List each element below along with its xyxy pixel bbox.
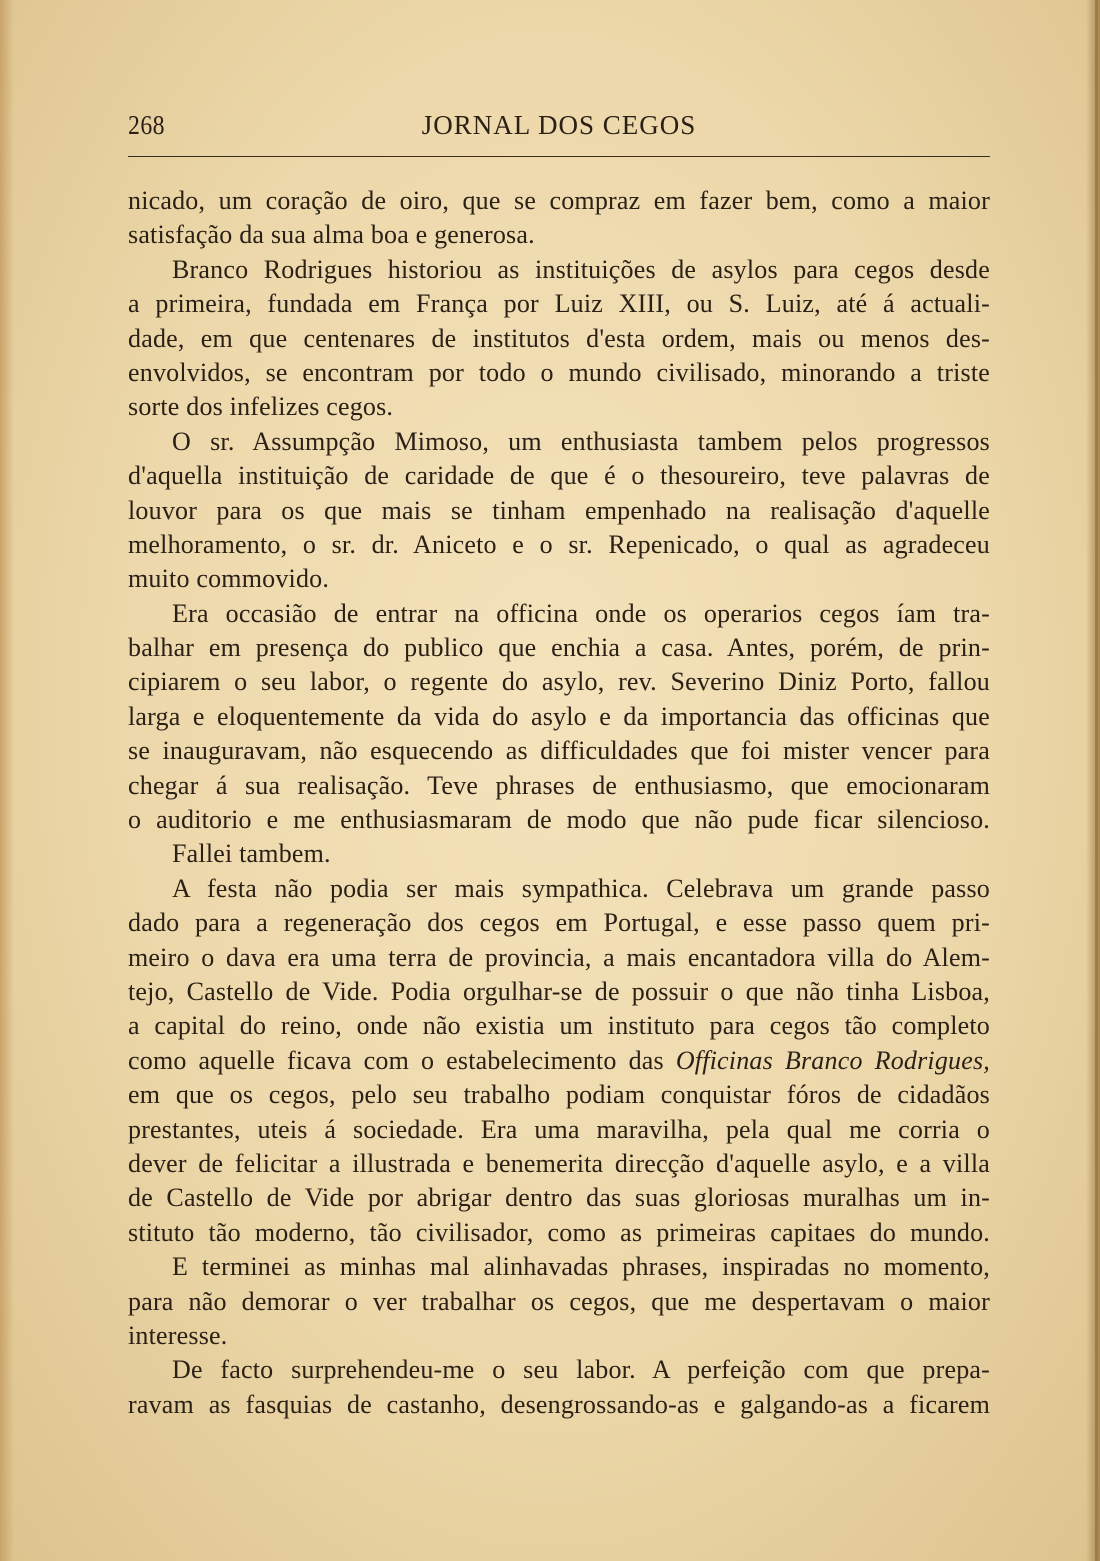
text-line: envolvidos, se encontram por todo o mundo civilisado, minorando a triste (128, 357, 990, 387)
page-edge-right-line (1095, 0, 1098, 1561)
text-line: O sr. Assumpção Mimoso, um enthusiasta tambem pelos progressos (172, 426, 990, 456)
text-line: stituto tão moderno, tão civilisador, como as primeiras capitaes do mundo. (128, 1217, 990, 1247)
body-text (128, 184, 990, 1422)
text-line: sorte dos infelizes cegos. (128, 392, 394, 422)
text-line: larga e eloquentemente da vida do asylo e da importancia das officinas que (128, 701, 990, 731)
text-line: satisfação da sua alma boa e generosa. (128, 220, 535, 250)
text-line: de Castello de Vide por abrigar dentro das suas gloriosas muralhas um in- (128, 1183, 990, 1213)
text-line: cipiarem o seu labor, o regente do asylo, rev. Severino Diniz Porto, fallou (128, 667, 990, 697)
text-line: dado para a regeneração dos cegos em Portugal, e esse passo quem pri- (128, 908, 990, 938)
text-line: em que os cegos, pelo seu trabalho podiam conquistar fóros de cidadãos (128, 1080, 990, 1110)
text-line: louvor para os que mais se tinham empenhado na realisação d'aquelle (128, 495, 990, 525)
text-line: De facto surprehendeu-me o seu labor. A perfeição com que prepa- (172, 1355, 990, 1385)
italic-title: Officinas Branco Rodrigues, (675, 1045, 990, 1075)
text-line: interesse. (128, 1320, 228, 1350)
text-line: A festa não podia ser mais sympathica. Celebrava um grande passo (172, 873, 990, 903)
text-line: nicado, um coração de oiro, que se compraz em fazer bem, como a maior (128, 186, 990, 215)
page-number: 268 (128, 110, 165, 140)
text-line: d'aquella instituição de caridade de que é o thesoureiro, teve palavras de (128, 461, 990, 491)
text-line: prestantes, uteis á sociedade. Era uma maravilha, pela qual me corria o (128, 1114, 990, 1144)
text-line: meiro o dava era uma terra de provincia, a mais encantadora villa do Alem- (128, 942, 990, 972)
text-line: muito commovido. (128, 564, 330, 594)
page-edge-left (0, 0, 14, 1561)
text-line: para não demorar o ver trabalhar os cegos, que me despertavam o maior (128, 1286, 990, 1316)
page-header (128, 110, 990, 150)
header-rule (128, 156, 990, 157)
text-segment: como aquelle ficava com o estabelecimento das (128, 1045, 664, 1075)
text-line: a primeira, fundada em França por Luiz XIII, ou S. Luiz, até á actuali- (128, 289, 990, 319)
text-line: Era occasião de entrar na officina onde os operarios cegos íam tra- (172, 598, 990, 628)
text-line: dever de felicitar a illustrada e benemerita direcção d'aquelle asylo, e a villa (128, 1148, 990, 1178)
text-line: balhar em presença do publico que enchia a casa. Antes, porém, de prin- (128, 633, 990, 663)
text-line: melhoramento, o sr. dr. Aniceto e o sr. Repenicado, o qual as agradeceu (128, 529, 990, 559)
text-line: a capital do reino, onde não existia um instituto para cegos tão completo (128, 1011, 990, 1041)
text-line: tejo, Castello de Vide. Podia orgulhar-se de possuir o que não tinha Lisboa, (128, 976, 990, 1006)
text-line: Fallei tambem. (172, 839, 331, 869)
running-title: JORNAL DOS CEGOS (421, 110, 697, 140)
text-line: chegar á sua realisação. Teve phrases de enthusiasmo, que emocionaram (128, 770, 990, 800)
text-line: Branco Rodrigues historiou as instituições de asylos para cegos desde (172, 254, 990, 284)
text-line: ravam as fasquias de castanho, desengrossando-as e galgando-as a ficarem (128, 1389, 990, 1419)
text-line: E terminei as minhas mal alinhavadas phrases, inspiradas no momento, (172, 1252, 990, 1282)
text-line: dade, em que centenares de institutos d'esta ordem, mais ou menos des- (128, 323, 990, 353)
text-line: o auditorio e me enthusiasmaram de modo que não pude ficar silencioso. (128, 805, 990, 835)
text-line (128, 1044, 990, 1078)
text-line: se inauguravam, não esquecendo as difficuldades que foi mister vencer para (128, 736, 990, 766)
